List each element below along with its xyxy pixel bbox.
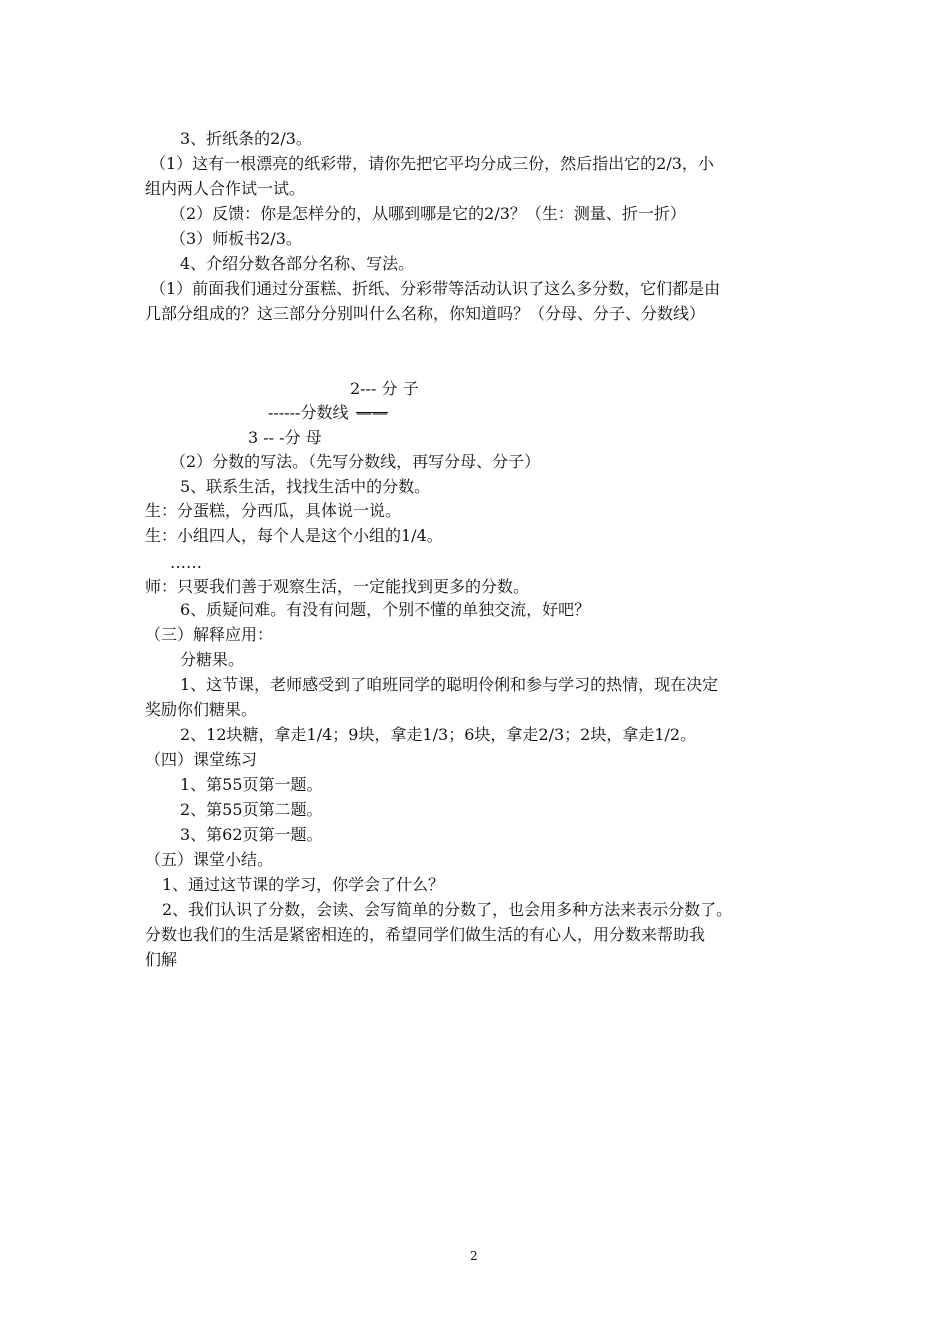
text-line: （1）这有一根漂亮的纸彩带，请你先把它平均分成三份，然后指出它的2/3，小 <box>150 154 714 173</box>
text-line: 组内两人合作试一试。 <box>145 179 306 198</box>
text-line: 奖励你们糖果。 <box>145 700 258 719</box>
text-line: （2）分数的写法。（先写分数线，再写分母、分子） <box>170 452 541 471</box>
text-line: 生：分蛋糕，分西瓜，具体说一说。 <box>145 501 402 520</box>
text-line: （3）师板书2/3。 <box>170 229 302 248</box>
text-line: 1、通过这节课的学习，你学会了什么？ <box>162 875 445 894</box>
section-heading: （四）课堂练习 <box>145 750 258 769</box>
text-line: 师：只要我们善于观察生活，一定能找到更多的分数。 <box>145 577 530 596</box>
text-line: 1、这节课，老师感受到了咱班同学的聪明伶俐和参与学习的热情，现在决定 <box>180 675 719 694</box>
text-line: 分糖果。 <box>180 650 245 669</box>
section-heading: （三）解释应用： <box>145 625 274 644</box>
text-line: 2、12块糖，拿走1/4；9块，拿走1/3；6块，拿走2/3；2块，拿走1/2。 <box>180 725 697 744</box>
text-line: （1）前面我们通过分蛋糕、折纸、分彩带等活动认识了这么多分数，它们都是由 <box>150 279 721 298</box>
fraction-denominator-label: 3 -- -分 母 <box>248 428 322 447</box>
text-line: （2）反馈：你是怎样分的，从哪到哪是它的2/3？（生：测量、折一折） <box>170 204 686 223</box>
text-line: 几部分组成的？这三部分分别叫什么名称，你知道吗？（分母、分子、分数线） <box>145 304 706 323</box>
text-line: …… <box>170 553 202 572</box>
text-line: 4、介绍分数各部分名称、写法。 <box>180 254 415 273</box>
text-line: 2、我们认识了分数，会读、会写简单的分数了，也会用多种方法来表示分数了。 <box>162 900 733 919</box>
page-number: 2 <box>470 1249 478 1263</box>
text-line: 3、折纸条的2/3。 <box>180 129 312 148</box>
text-line: 1、第55页第一题。 <box>180 775 323 794</box>
text-line: 3、第62页第一题。 <box>180 825 323 844</box>
fraction-line-stroke: —— <box>356 403 388 422</box>
section-heading: （五）课堂小结。 <box>145 850 274 869</box>
text-line: 分数也我们的生活是紧密相连的，希望同学们做生活的有心人，用分数来帮助我 <box>145 925 706 944</box>
text-line: 生：小组四人，每个人是这个小组的1/4。 <box>145 526 443 545</box>
fraction-numerator-label: 2--- 分 子 <box>350 379 419 398</box>
text-line: 6、质疑问难。有没有问题，个别不懂的单独交流，好吧？ <box>180 600 591 619</box>
fraction-line-label: ------分数线 <box>268 403 349 422</box>
text-line: 5、联系生活，找找生活中的分数。 <box>180 477 431 496</box>
text-line: 2、第55页第二题。 <box>180 800 323 819</box>
text-line: 们解 <box>145 950 178 969</box>
